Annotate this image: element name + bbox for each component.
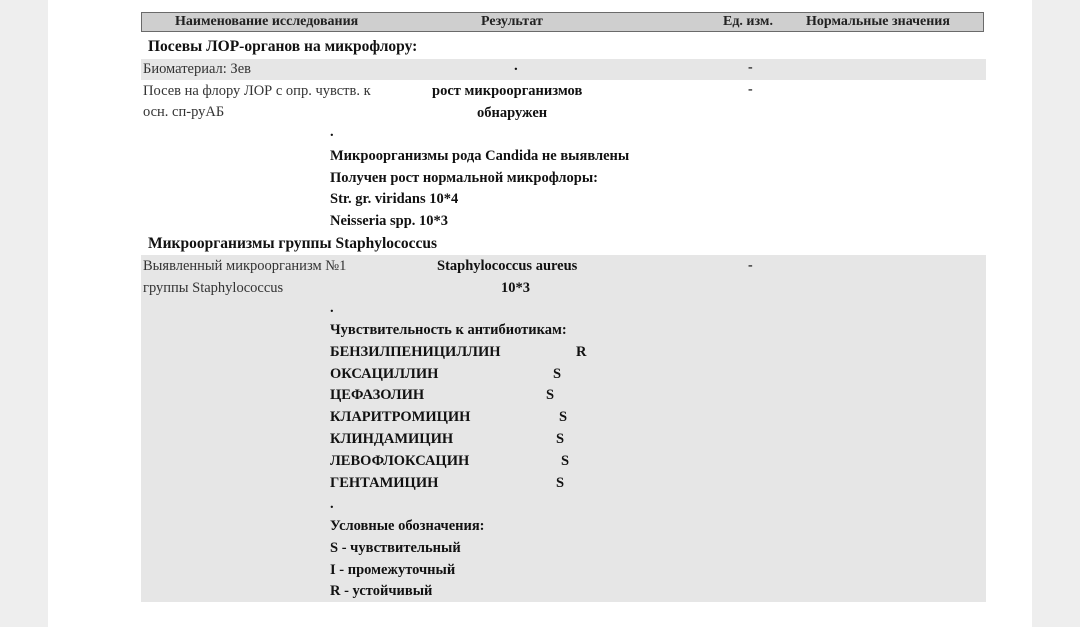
header-col-name: Наименование исследования [175, 14, 359, 29]
antibiotic-name: КЛАРИТРОМИЦИН [330, 409, 471, 425]
antibiotic-value: S [556, 431, 565, 447]
staph-result-line2: 10*3 [501, 280, 530, 296]
antibiotic-value: S [559, 409, 568, 425]
detail-candida: Микроорганизмы рода Candida не выявлены [330, 148, 630, 164]
antibiotic-value: S [561, 453, 570, 469]
antibiotic-name: ОКСАЦИЛЛИН [330, 366, 439, 382]
antibiotic-name: БЕНЗИЛПЕНИЦИЛЛИН [330, 344, 501, 360]
biomaterial-row [141, 59, 986, 80]
legend-title: Условные обозначения: [330, 518, 485, 534]
antibiotic-value: S [556, 475, 565, 491]
antibiotic-name: ЛЕВОФЛОКСАЦИН [330, 453, 470, 469]
biomaterial-result: . [514, 58, 518, 74]
staph-dot2: . [330, 496, 334, 512]
staph-result-line1: Staphylococcus aureus [437, 258, 578, 274]
header-col-result: Результат [481, 14, 543, 29]
header-col-norm: Нормальные значения [806, 14, 950, 29]
test-result-line1: рост микроорганизмов [432, 83, 583, 99]
legend-item: I - промежуточный [330, 562, 456, 578]
staph-dot1: . [330, 300, 334, 316]
antibiotic-name: КЛИНДАМИЦИН [330, 431, 454, 447]
detail-normal-flora: Получен рост нормальной микрофлоры: [330, 170, 598, 186]
biomaterial-unit: - [748, 60, 753, 75]
staph-unit: - [748, 258, 753, 273]
staph-label-line1: Выявленный микроорганизм №1 [143, 258, 347, 274]
antibiotic-name: ГЕНТАМИЦИН [330, 475, 439, 491]
test-result-line2: обнаружен [477, 105, 548, 121]
table-header [141, 12, 984, 32]
detail-str-viridans: Str. gr. viridans 10*4 [330, 191, 459, 207]
antibiotic-value: S [553, 366, 562, 382]
detail-neisseria: Neisseria spp. 10*3 [330, 213, 449, 229]
test-unit: - [748, 82, 753, 97]
section-title-lor: Посевы ЛОР-органов на микрофлору: [148, 38, 418, 55]
biomaterial-label: Биоматериал: Зев [143, 61, 251, 77]
detail-dot: . [330, 124, 334, 140]
section-title-staph: Микроорганизмы группы Staphylococcus [148, 235, 438, 252]
legend-item: S - чувствительный [330, 540, 461, 556]
antibiotic-value: S [546, 387, 555, 403]
sensitivity-title: Чувствительность к антибиотикам: [330, 322, 567, 338]
antibiotic-name: ЦЕФАЗОЛИН [330, 387, 425, 403]
test-label-line1: Посев на флору ЛОР с опр. чувств. к [143, 83, 371, 99]
header-col-unit: Ед. изм. [723, 14, 773, 29]
antibiotic-value: R [576, 344, 587, 360]
staph-block [141, 255, 986, 602]
legend-item: R - устойчивый [330, 583, 433, 599]
staph-label-line2: группы Staphylococcus [143, 280, 284, 296]
test-label-line2: осн. сп-руАБ [143, 104, 225, 120]
